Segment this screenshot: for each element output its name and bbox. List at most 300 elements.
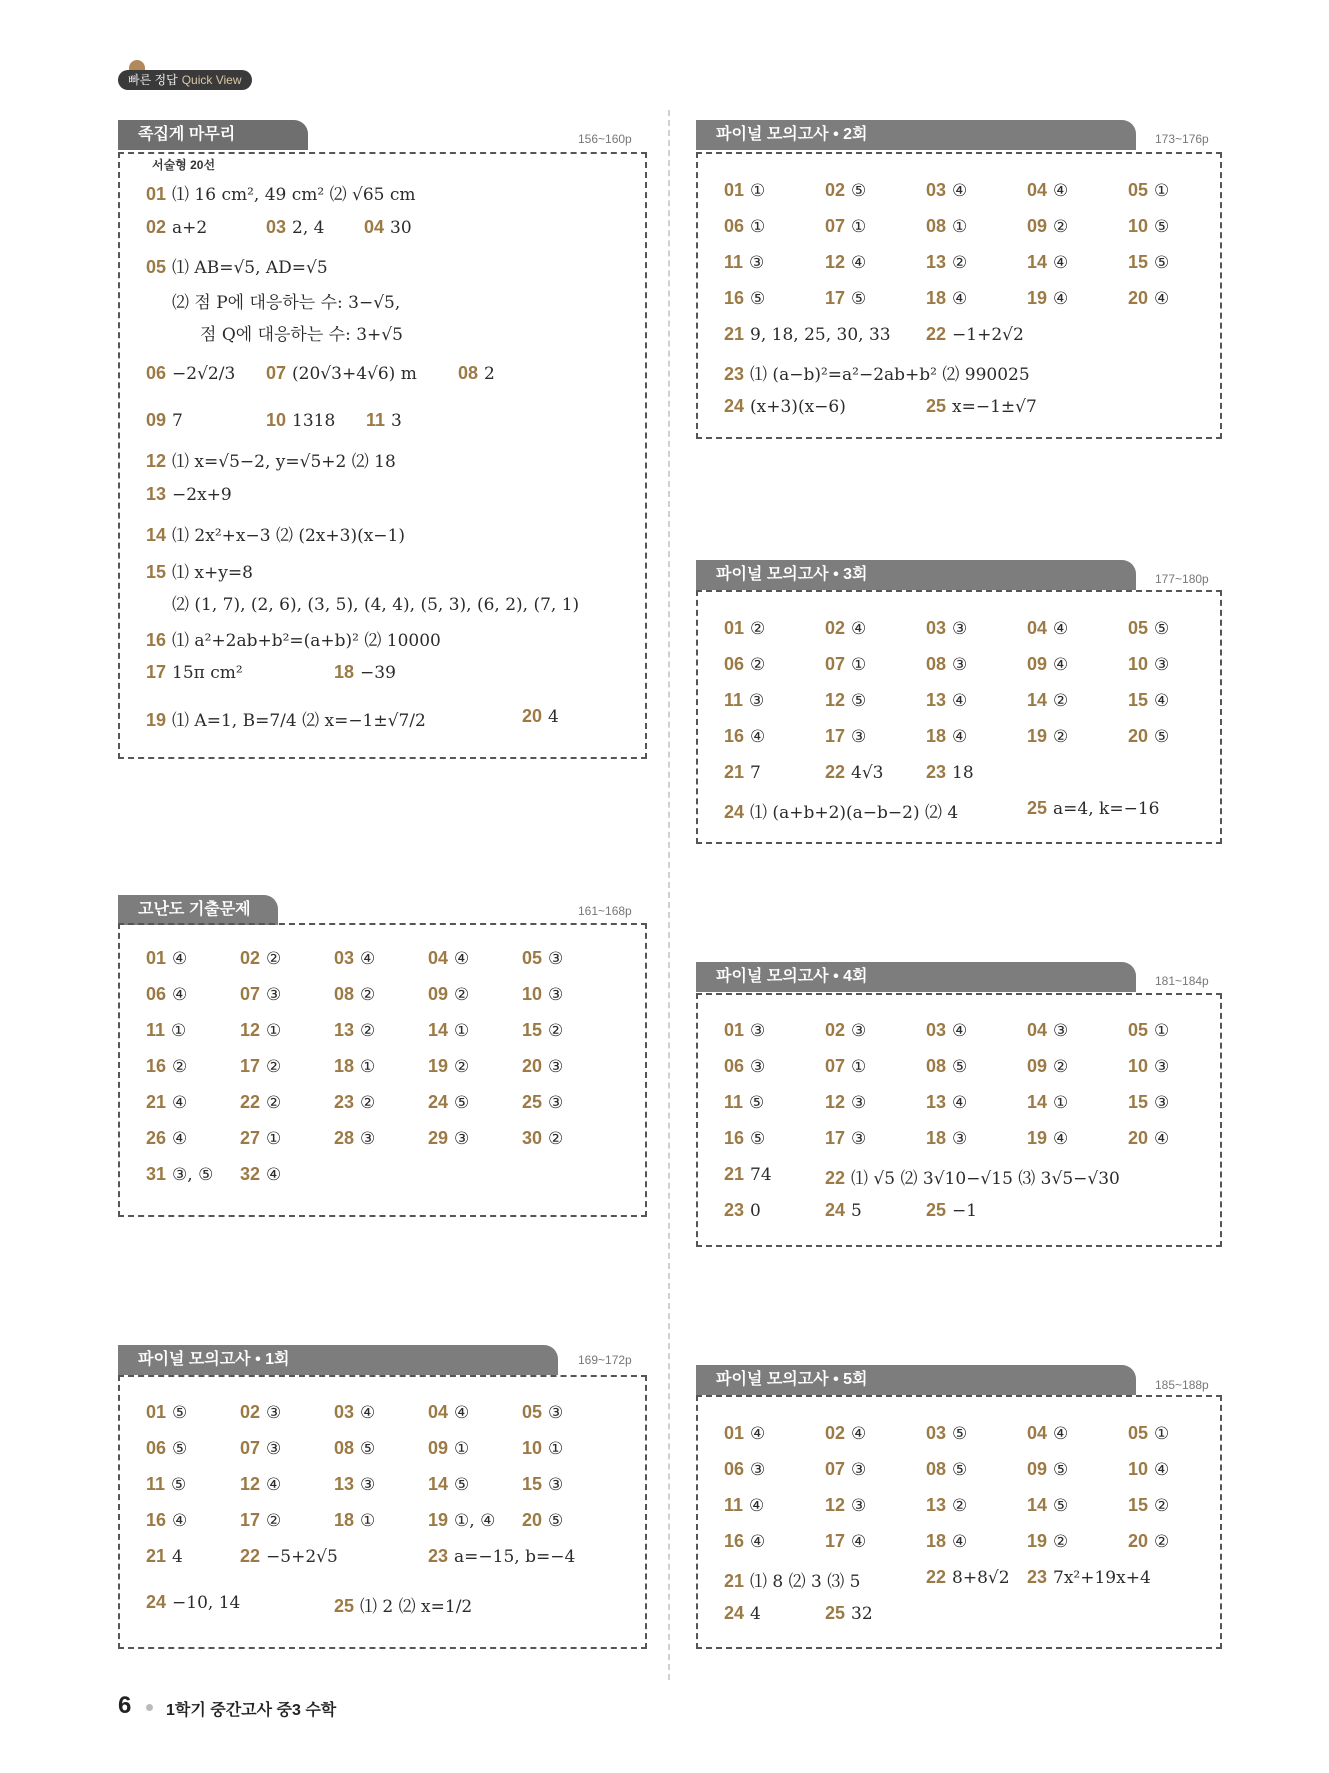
answer-value: ② [548, 1021, 564, 1041]
answer-value: ⑤ [1053, 1460, 1069, 1480]
question-number: 02 [240, 1402, 261, 1422]
answer-item [724, 1056, 765, 1077]
question-number: 09 [146, 410, 167, 430]
question-number: 24 [825, 1200, 846, 1220]
question-number: 19 [146, 710, 167, 730]
answer-value: ④ [851, 1532, 867, 1552]
page-range: 161~168p [578, 904, 632, 918]
answer-item [1027, 180, 1068, 201]
question-number: 24 [146, 1592, 167, 1612]
answer-value: ② [1053, 691, 1069, 711]
answer-item [1027, 1128, 1068, 1149]
question-number: 01 [146, 184, 167, 204]
question-number: 20 [522, 1056, 543, 1076]
answer-value: 7 [750, 763, 761, 783]
answer-value: ③ [851, 1496, 867, 1516]
answer-item [240, 948, 281, 969]
answer-value: ③ [851, 1093, 867, 1113]
question-number: 22 [240, 1092, 261, 1112]
answer-item [724, 726, 765, 747]
answer-value: ③ [851, 1460, 867, 1480]
question-number: 11 [724, 252, 744, 272]
answer-value: ⑴ A=1, B=7/4 ⑵ x=−1±√7/2 [172, 711, 426, 731]
answer-value: ② [360, 1021, 376, 1041]
question-number: 24 [724, 1603, 745, 1623]
answer-value: ③ [952, 655, 968, 675]
answer-value: ④ [750, 727, 766, 747]
answer-line [146, 180, 416, 205]
question-number: 08 [334, 1438, 355, 1458]
question-number: 24 [428, 1092, 449, 1112]
answer-value: ③ [360, 1475, 376, 1495]
answer-value: ③ [454, 1129, 470, 1149]
answer-item [1128, 1056, 1169, 1077]
answer-item [522, 1056, 563, 1077]
question-number: 11 [724, 1092, 744, 1112]
answer-item [926, 618, 967, 639]
question-number: 01 [724, 1020, 745, 1040]
question-number: 32 [240, 1164, 261, 1184]
question-number: 02 [825, 1020, 846, 1040]
section-title: 파이널 모의고사 • 3회 [716, 566, 868, 583]
answer-line [146, 706, 426, 731]
question-number: 10 [522, 1438, 543, 1458]
answer-item [334, 1510, 375, 1531]
question-number: 16 [146, 1510, 167, 1530]
question-number: 05 [1128, 1020, 1149, 1040]
page-range: 169~172p [578, 1353, 632, 1367]
answer-value: ④ [360, 949, 376, 969]
answer-value: x=−1±√7 [952, 397, 1037, 417]
answer-item [146, 1164, 213, 1185]
question-number: 25 [825, 1603, 846, 1623]
answer-value: ③ [952, 1129, 968, 1149]
answer-item [825, 654, 866, 675]
answer-value: ④ [454, 949, 470, 969]
answer-item [1128, 1423, 1169, 1444]
question-number: 05 [1128, 1423, 1149, 1443]
answer-value: 8+8√2 [952, 1568, 1010, 1588]
answer-line [522, 706, 559, 727]
answer-value: ④ [952, 727, 968, 747]
answer-item [825, 762, 884, 783]
answer-item [1027, 1092, 1068, 1113]
answer-item [724, 288, 765, 309]
answer-value: ④ [172, 985, 188, 1005]
answer-item [428, 1546, 575, 1567]
answer-item [825, 726, 866, 747]
answer-item [724, 798, 958, 823]
question-number: 03 [334, 1402, 355, 1422]
question-number: 08 [926, 1056, 947, 1076]
answer-item [724, 396, 846, 417]
answer-value: ③ [851, 727, 867, 747]
question-number: 15 [1128, 252, 1149, 272]
question-number: 13 [146, 484, 167, 504]
page-range: 185~188p [1155, 1378, 1209, 1392]
answer-value: ④ [750, 1532, 766, 1552]
badge-english: Quick View [181, 73, 242, 87]
answer-value: ③ [851, 1021, 867, 1041]
answer-item [334, 1592, 472, 1617]
answer-value: ② [750, 655, 766, 675]
question-number: 12 [146, 451, 167, 471]
answer-item [146, 1546, 183, 1567]
question-number: 16 [724, 1531, 745, 1551]
answer-value: ① [851, 1057, 867, 1077]
answer-value: ④ [952, 181, 968, 201]
answer-item [334, 1056, 375, 1077]
question-number: 17 [240, 1056, 261, 1076]
question-number: 03 [926, 1020, 947, 1040]
answer-value: ④ [749, 1496, 765, 1516]
answer-item [240, 1438, 281, 1459]
answer-item [146, 1438, 187, 1459]
answer-item [428, 1438, 469, 1459]
answer-value: ④ [266, 1475, 282, 1495]
answer-item [926, 1056, 967, 1077]
answer-item [926, 1128, 967, 1149]
section-tab-s4 [696, 120, 1136, 150]
question-number: 15 [522, 1020, 543, 1040]
answer-value: ⑤ [851, 289, 867, 309]
answer-value: ① [360, 1511, 376, 1531]
answer-value: ⑴ x+y=8 [172, 563, 253, 583]
question-number: 23 [428, 1546, 449, 1566]
question-number: 25 [926, 1200, 947, 1220]
answer-value: ① [171, 1021, 187, 1041]
question-number: 06 [146, 363, 167, 383]
answer-item [926, 396, 1037, 417]
answer-value: ③ [1154, 1057, 1170, 1077]
answer-item [1128, 654, 1169, 675]
answer-item [1128, 1128, 1169, 1149]
badge-korean: 빠른 정답 [128, 73, 178, 87]
answer-item [240, 1020, 281, 1041]
answer-value: ⑤ [952, 1460, 968, 1480]
question-number: 14 [1027, 1495, 1048, 1515]
answer-value: ③ [548, 949, 564, 969]
answer-item [825, 1603, 873, 1624]
answer-value: 9, 18, 25, 30, 33 [750, 325, 891, 345]
question-number: 12 [240, 1474, 261, 1494]
answer-item [522, 1438, 563, 1459]
answer-item [146, 1510, 187, 1531]
section-title: 고난도 기출문제 [138, 901, 251, 918]
answer-item [724, 1495, 764, 1516]
question-number: 16 [724, 726, 745, 746]
answer-item [1128, 180, 1169, 201]
answer-value: ④ [1154, 1460, 1170, 1480]
answer-line [200, 320, 403, 345]
answer-item [240, 1056, 281, 1077]
answer-value: ⑤ [952, 1424, 968, 1444]
answer-line [146, 662, 243, 683]
question-number: 07 [825, 216, 846, 236]
answer-value: 5 [851, 1201, 862, 1221]
answer-item [926, 252, 967, 273]
answer-item [1128, 1459, 1169, 1480]
answer-item [1027, 1056, 1068, 1077]
answer-value: 2, 4 [292, 218, 325, 238]
answer-item [926, 324, 1024, 345]
answer-value: ④ [750, 1424, 766, 1444]
answer-value: ③ [1053, 1021, 1069, 1041]
answer-value: ⑤ [1053, 1496, 1069, 1516]
answer-value: ④ [1154, 691, 1170, 711]
question-number: 16 [724, 288, 745, 308]
answer-value: ③ [749, 253, 765, 273]
answer-value: a+2 [172, 218, 208, 238]
column-divider [668, 110, 670, 1680]
question-number: 11 [724, 1495, 744, 1515]
question-number: 02 [825, 180, 846, 200]
question-number: 06 [724, 1459, 745, 1479]
answer-value: ④ [952, 289, 968, 309]
answer-item [1128, 726, 1169, 747]
question-number: 06 [724, 216, 745, 236]
answer-value: ① [548, 1439, 564, 1459]
answer-line [458, 363, 495, 384]
answer-item [926, 1200, 977, 1221]
footer-bullet [146, 1704, 153, 1711]
question-number: 22 [926, 1567, 947, 1587]
answer-value: ⑤ [454, 1475, 470, 1495]
question-number: 25 [1027, 798, 1048, 818]
answer-value: a=4, k=−16 [1053, 799, 1160, 819]
question-number: 03 [334, 948, 355, 968]
answer-item [522, 1128, 563, 1149]
answer-item [1027, 798, 1159, 819]
question-number: 01 [146, 1402, 167, 1422]
answer-value: ② [360, 1093, 376, 1113]
question-number: 14 [146, 525, 167, 545]
answer-value: −39 [360, 663, 396, 683]
question-number: 07 [825, 1459, 846, 1479]
answer-item [522, 1474, 563, 1495]
page-range: 177~180p [1155, 572, 1209, 586]
answer-value: ⑤ [851, 181, 867, 201]
question-number: 09 [1027, 216, 1048, 236]
page-number: 6 [118, 1692, 132, 1719]
question-number: 18 [334, 1056, 355, 1076]
answer-item [146, 1056, 187, 1077]
question-number: 26 [146, 1128, 167, 1148]
question-number: 31 [146, 1164, 167, 1184]
question-number: 14 [428, 1474, 449, 1494]
answer-value: ② [1053, 217, 1069, 237]
section-tab-s7 [696, 1365, 1136, 1395]
question-number: 12 [825, 1092, 846, 1112]
answer-value: (20√3+4√6) m [292, 364, 417, 384]
answer-value: ⑤ [1154, 253, 1170, 273]
question-number: 23 [1027, 1567, 1048, 1587]
answer-item [428, 1128, 469, 1149]
answer-value: ③ [548, 985, 564, 1005]
answer-value: ③ [548, 1057, 564, 1077]
question-number: 11 [146, 1020, 166, 1040]
answer-value: ④ [172, 1093, 188, 1113]
answer-item [428, 1510, 495, 1531]
answer-value: ④ [952, 1532, 968, 1552]
question-number: 25 [522, 1092, 543, 1112]
answer-value: 4√3 [851, 763, 884, 783]
answer-line [146, 447, 396, 472]
question-number: 24 [724, 802, 745, 822]
answer-value: ① [454, 1021, 470, 1041]
answer-line [266, 410, 335, 431]
section-title: 파이널 모의고사 • 5회 [716, 1371, 868, 1388]
answer-value: 1318 [292, 411, 336, 431]
question-number: 05 [146, 257, 167, 277]
answer-item [1027, 1459, 1068, 1480]
answer-item [146, 1092, 187, 1113]
question-number: 21 [724, 762, 745, 782]
answer-item [825, 1128, 866, 1149]
answer-value: ⑤ [360, 1439, 376, 1459]
answer-value: 0 [750, 1201, 761, 1221]
question-number: 07 [825, 1056, 846, 1076]
question-number: 01 [724, 618, 745, 638]
question-number: 08 [334, 984, 355, 1004]
answer-line [266, 363, 417, 384]
question-number: 21 [146, 1546, 167, 1566]
question-number: 03 [926, 1423, 947, 1443]
answer-value: ① [851, 655, 867, 675]
answer-value: ④ [454, 1403, 470, 1423]
question-number: 01 [724, 180, 745, 200]
answer-item [334, 984, 375, 1005]
answer-value: ④ [1053, 1424, 1069, 1444]
question-number: 19 [1027, 726, 1048, 746]
answer-line [146, 521, 405, 546]
question-number: 18 [334, 662, 355, 682]
question-number: 20 [522, 706, 543, 726]
answer-item [825, 1092, 866, 1113]
answer-value: ③ [266, 985, 282, 1005]
question-number: 23 [724, 1200, 745, 1220]
answer-item [146, 1474, 186, 1495]
answer-item [825, 216, 866, 237]
answer-value: ③, ⑤ [172, 1165, 214, 1185]
answer-item [1027, 654, 1068, 675]
question-number: 10 [266, 410, 287, 430]
question-number: 06 [724, 1056, 745, 1076]
answer-value: −5+2√5 [266, 1547, 338, 1567]
footer-title: 1학기 중간고사 중3 수학 [166, 1702, 337, 1719]
answer-item [334, 948, 375, 969]
answer-item [724, 360, 1030, 385]
question-number: 22 [240, 1546, 261, 1566]
answer-value: ④ [952, 1093, 968, 1113]
answer-item [334, 1438, 375, 1459]
answer-value: 4 [548, 707, 559, 727]
answer-item [240, 1510, 281, 1531]
answer-item [240, 1092, 281, 1113]
question-number: 19 [428, 1510, 449, 1530]
question-number: 11 [724, 690, 744, 710]
answer-value: ④ [952, 1021, 968, 1041]
answer-value: ④ [1154, 289, 1170, 309]
answer-value: ⑴ a²+2ab+b²=(a+b)² ⑵ 10000 [172, 631, 441, 651]
answer-value: ④ [172, 949, 188, 969]
question-number: 02 [240, 948, 261, 968]
question-number: 03 [266, 217, 287, 237]
answer-value: ② [266, 949, 282, 969]
answer-value: ④ [1053, 289, 1069, 309]
answer-item [825, 618, 866, 639]
answer-item [1128, 1531, 1169, 1552]
answer-value: ② [952, 1496, 968, 1516]
answer-item [428, 948, 469, 969]
answer-value: ① [266, 1021, 282, 1041]
answer-item [1128, 252, 1169, 273]
answer-item [240, 1474, 281, 1495]
question-number: 20 [1128, 1531, 1149, 1551]
answer-value: ⑤ [454, 1093, 470, 1113]
answer-value: ① [750, 217, 766, 237]
answer-item [334, 1128, 375, 1149]
answer-item [522, 1092, 563, 1113]
answer-value: ⑴ AB=√5, AD=√5 [172, 258, 328, 278]
question-number: 08 [926, 1459, 947, 1479]
answer-value: ⑴ (a−b)²=a²−2ab+b² ⑵ 990025 [750, 365, 1030, 385]
section-tab-s5 [696, 560, 1136, 590]
answer-item [825, 180, 866, 201]
question-number: 29 [428, 1128, 449, 1148]
question-number: 04 [1027, 180, 1048, 200]
answer-item [926, 180, 967, 201]
answer-value: ③ [266, 1439, 282, 1459]
answer-item [428, 1402, 469, 1423]
answer-value: ① [1154, 181, 1170, 201]
question-number: 25 [926, 396, 947, 416]
answer-value: ③ [750, 1057, 766, 1077]
answer-value: ④ [1154, 1129, 1170, 1149]
question-number: 14 [1027, 690, 1048, 710]
question-number: 06 [724, 654, 745, 674]
answer-value: ⑤ [1154, 619, 1170, 639]
question-number: 19 [1027, 1128, 1048, 1148]
question-number: 15 [1128, 690, 1149, 710]
question-number: 16 [146, 630, 167, 650]
section-tab-s6 [696, 962, 1136, 992]
answer-line [366, 410, 402, 431]
answer-value: ④ [360, 1403, 376, 1423]
answer-item [926, 690, 967, 711]
answer-value: ② [1053, 727, 1069, 747]
answer-value: 30 [390, 218, 412, 238]
question-number: 13 [926, 1092, 947, 1112]
answer-item [334, 1474, 375, 1495]
question-number: 04 [364, 217, 385, 237]
answer-value: ② [266, 1057, 282, 1077]
answer-value: ③ [360, 1129, 376, 1149]
answer-item [724, 762, 761, 783]
answer-value: 18 [952, 763, 974, 783]
answer-value: ③ [548, 1403, 564, 1423]
question-number: 28 [334, 1128, 355, 1148]
section-subtitle: 서술형 20선 [146, 156, 221, 174]
question-number: 07 [240, 1438, 261, 1458]
question-number: 01 [724, 1423, 745, 1443]
answer-item [1128, 690, 1169, 711]
question-number: 05 [1128, 618, 1149, 638]
answer-item [522, 1402, 563, 1423]
answer-value: ⑤ [172, 1439, 188, 1459]
page-range: 156~160p [578, 132, 632, 146]
answer-item [926, 1459, 967, 1480]
